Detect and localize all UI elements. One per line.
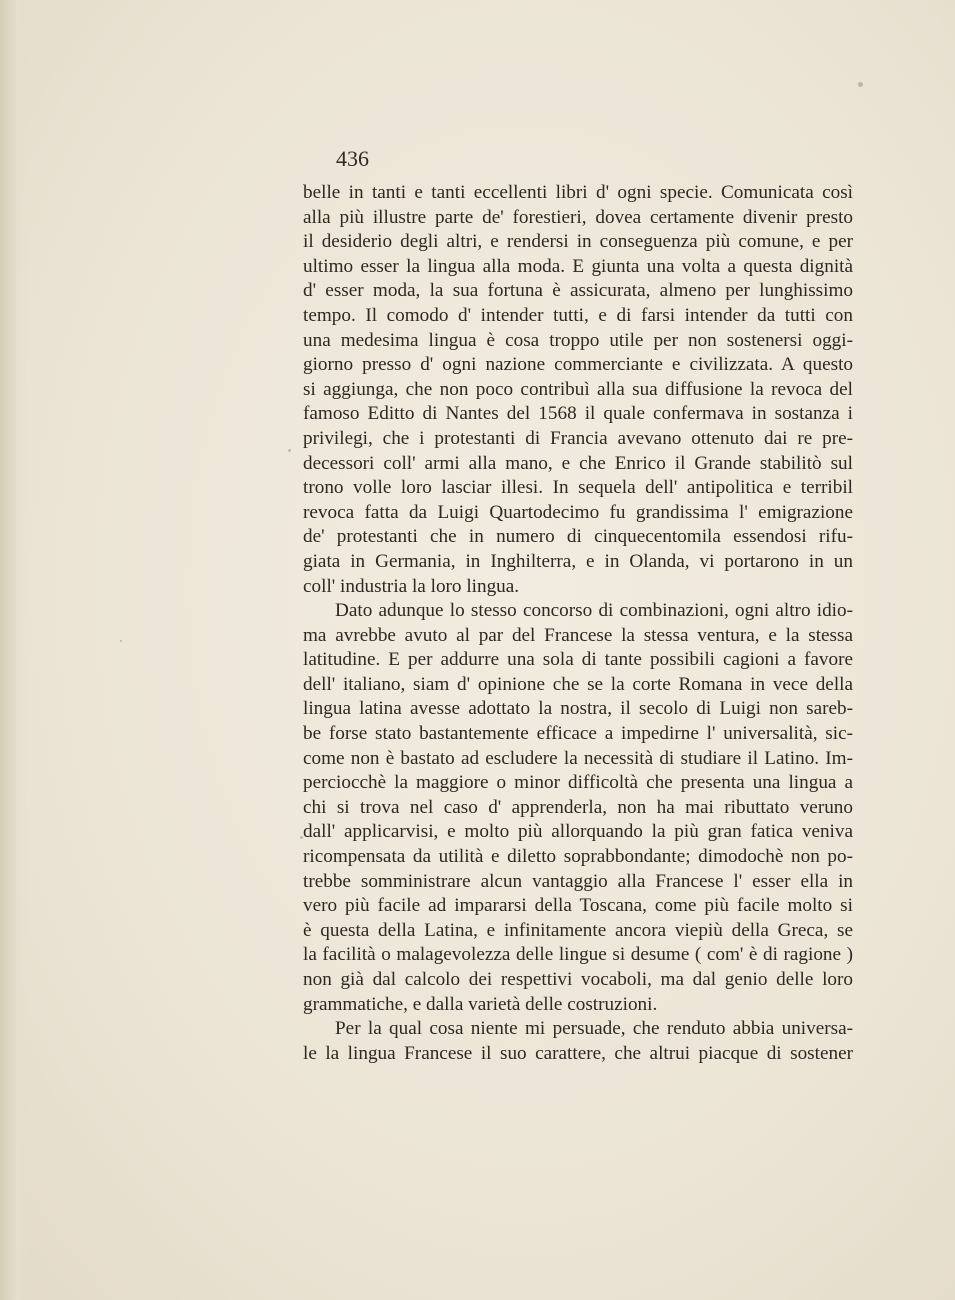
- paper-speck: [288, 449, 291, 452]
- text-line: giorno presso d' ogni nazione commerciante e civilizzata. A questo: [303, 354, 853, 376]
- text-line: è questa della Latina, e infinitamente ancora viepiù della Greca, se: [303, 919, 853, 941]
- text-line: ma avrebbe avuto al par del Francese la stessa ventura, e la stessa: [303, 624, 853, 646]
- text-line: una medesima lingua è cosa troppo utile per non sostenersi oggi-: [303, 329, 853, 351]
- text-line: tempo. Il comodo d' intender tutti, e di farsi intender da tutti con: [303, 304, 853, 326]
- body-text: [303, 181, 853, 1066]
- text-line: trono volle loro lasciar illesi. In sequela dell' antipolitica e terribil: [303, 477, 853, 499]
- text-line: grammatiche, e dalla varietà delle costruzioni.: [303, 993, 658, 1015]
- text-line: giata in Germania, in Inghilterra, e in Olanda, vi portarono in un: [303, 550, 853, 572]
- text-line: si aggiunga, che non poco contribuì alla sua diffusione la revoca del: [303, 378, 853, 400]
- text-line: Dato adunque lo stesso concorso di combinazioni, ogni altro idio-: [335, 600, 853, 622]
- text-line: lingua latina avesse adottato la nostra, il secolo di Luigi non sareb-: [303, 698, 853, 720]
- page-edge-shadow: [0, 0, 28, 1300]
- text-line: revoca fatta da Luigi Quartodecimo fu grandissima l' emigrazione: [303, 501, 853, 523]
- text-line: decessori coll' armi alla mano, e che Enrico il Grande stabilitò sul: [303, 452, 853, 474]
- page-number: 436: [336, 146, 369, 171]
- text-line: vero più facile ad impararsi della Toscana, come più facile molto si: [303, 895, 853, 917]
- text-line: non già dal calcolo dei respettivi vocaboli, ma dal genio delle loro: [303, 969, 853, 990]
- text-line: ricompensata da utilità e diletto soprabbondante; dimodochè non po-: [303, 846, 853, 868]
- text-line: Per la qual cosa niente mi persuade, che renduto abbia universa-: [335, 1018, 853, 1040]
- paper-speck: [858, 82, 863, 87]
- text-line: dell' italiano, siam d' opinione che se la corte Romana in vece della: [303, 673, 853, 695]
- text-line: dall' applicarvisi, e molto più allorquando la più gran fatica veniva: [303, 821, 853, 843]
- text-line: la facilità o malagevolezza delle lingue si desume ( com' è di ragione ): [303, 944, 853, 966]
- text-line: privilegi, che i protestanti di Francia avevano ottenuto dai re pre-: [303, 427, 853, 449]
- paper-speck: [120, 640, 122, 642]
- text-line: belle in tanti e tanti eccellenti libri d' ogni specie. Comunicata così: [303, 182, 853, 203]
- text-line: famoso Editto di Nantes del 1568 il quale confermava in sostanza i: [303, 403, 853, 425]
- text-line: trebbe somministrare alcun vantaggio alla Francese l' esser ella in: [303, 870, 853, 892]
- text-line: chi si trova nel caso d' apprenderla, non ha mai ributtato veruno: [303, 796, 853, 818]
- text-line: d' esser moda, la sua fortuna è assicurata, almeno per lunghissimo: [303, 280, 853, 302]
- text-line: coll' industria la loro lingua.: [303, 575, 520, 597]
- text-line: il desiderio degli altri, e rendersi in conseguenza più comune, e per: [303, 231, 853, 253]
- text-line: perciocchè la maggiore o minor difficoltà che presenta una lingua a: [303, 772, 853, 794]
- text-line: come non è bastato ad escludere la necessità di studiare il Latino. Im-: [303, 747, 853, 769]
- text-line: ultimo esser la lingua alla moda. E giunta una volta a questa dignità: [303, 255, 853, 277]
- text-line: alla più illustre parte de' forestieri, dovea certamente divenir presto: [303, 206, 853, 228]
- text-line: be forse stato bastantemente efficace a impedirne l' universalità, sic-: [303, 723, 853, 745]
- text-line: le la lingua Francese il suo carattere, che altrui piacque di sostener: [303, 1042, 853, 1064]
- text-line: latitudine. E per addurre una sola di tante possibili cagioni a favore: [303, 649, 853, 671]
- text-line: de' protestanti che in numero di cinquecentomila essendosi rifu-: [303, 526, 853, 548]
